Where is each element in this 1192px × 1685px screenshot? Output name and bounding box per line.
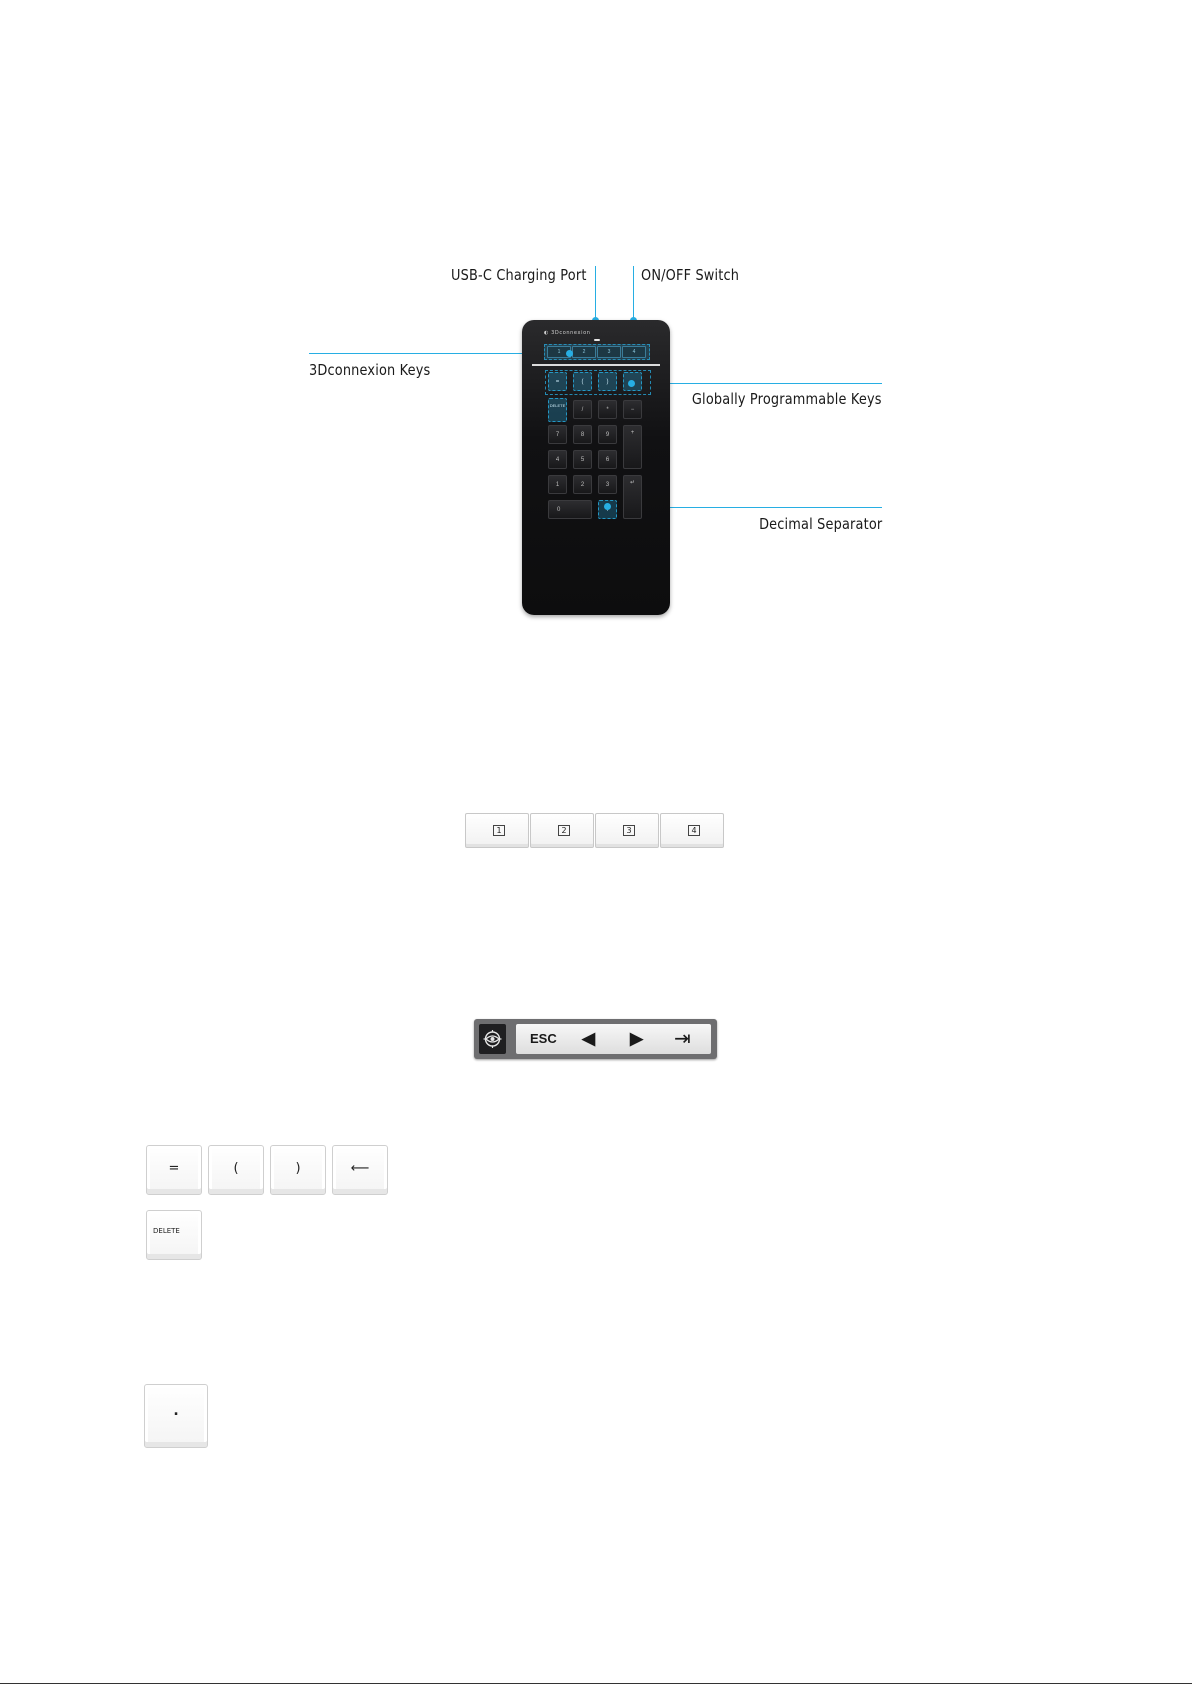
device-led — [594, 339, 600, 341]
device-key[interactable]: − — [623, 400, 642, 419]
threedconnexion-keys-dot — [566, 350, 573, 357]
device-key[interactable]: DELETE — [548, 398, 567, 422]
open-paren-key[interactable] — [208, 1145, 264, 1195]
decimal-separator-callout-label: Decimal Separator — [758, 515, 882, 533]
programmable-keys-dot — [628, 380, 635, 387]
numbered-key-4[interactable] — [660, 813, 724, 848]
device-key[interactable]: 2 — [573, 475, 592, 494]
numbered-key-1[interactable] — [465, 813, 529, 848]
programmable-keys-callout-label: Globally Programmable Keys — [692, 390, 882, 408]
device-key-decimal[interactable]: . — [598, 500, 617, 519]
footer-divider — [0, 1683, 1192, 1684]
device-top-key[interactable]: 1 — [547, 346, 571, 358]
esc-key[interactable]: ESC — [530, 1031, 557, 1046]
key-label: ⟵ — [350, 1161, 370, 1176]
device-key[interactable]: 6 — [598, 450, 617, 469]
key-label: ) — [295, 1161, 301, 1176]
device-key[interactable]: 4 — [548, 450, 567, 469]
numbered-key-label: 1 — [493, 825, 505, 836]
key-label: = — [168, 1161, 180, 1176]
numbered-key-label: 2 — [558, 825, 570, 836]
usb-c-callout-line — [595, 266, 596, 321]
numbered-keys-strip — [465, 813, 727, 848]
device-key[interactable]: 3 — [598, 475, 617, 494]
on-off-callout-label: ON/OFF Switch — [641, 266, 740, 284]
numbered-key-2[interactable] — [530, 813, 594, 848]
device-key[interactable]: ( — [573, 372, 592, 391]
numbered-key-3[interactable] — [595, 813, 659, 848]
device-brand-logo: ◐ 3Dconnexion — [544, 330, 591, 336]
device-key[interactable]: 9 — [598, 425, 617, 444]
device-key[interactable]: 0 — [548, 500, 592, 519]
device-top-key[interactable]: 2 — [572, 346, 596, 358]
numbered-key-label: 4 — [688, 825, 700, 836]
numbered-key-label: 3 — [623, 825, 635, 836]
device-key[interactable]: ↵ — [623, 475, 642, 519]
right-arrow-icon[interactable]: ▶ — [630, 1029, 644, 1048]
device-key[interactable]: 7 — [548, 425, 567, 444]
usb-c-callout-label: USB-C Charging Port — [451, 266, 587, 284]
eye-gear-icon[interactable] — [479, 1024, 506, 1054]
key-label: . — [173, 1403, 179, 1419]
device-separator — [532, 364, 660, 366]
decimal-separator-dot — [604, 503, 611, 510]
decimal-key[interactable] — [144, 1384, 208, 1448]
key-label: ( — [233, 1161, 239, 1176]
threedconnexion-keys-callout-label: 3Dconnexion Keys — [309, 361, 431, 379]
tab-icon[interactable]: ⇥ — [674, 1028, 691, 1050]
equals-key[interactable] — [146, 1145, 202, 1195]
radial-menu-bar — [474, 1019, 717, 1059]
on-off-callout-line — [633, 266, 634, 321]
backspace-key[interactable] — [332, 1145, 388, 1195]
device-key[interactable]: 8 — [573, 425, 592, 444]
numpad-device — [522, 320, 670, 615]
device-key[interactable]: / — [573, 400, 592, 419]
device-key[interactable]: = — [548, 372, 567, 391]
delete-key[interactable] — [146, 1210, 202, 1260]
close-paren-key[interactable] — [270, 1145, 326, 1195]
device-top-key[interactable]: 3 — [597, 346, 621, 358]
device-key[interactable]: 5 — [573, 450, 592, 469]
device-key[interactable]: * — [598, 400, 617, 419]
device-key[interactable]: 1 — [548, 475, 567, 494]
device-key[interactable]: ) — [598, 372, 617, 391]
device-top-key[interactable]: 4 — [622, 346, 646, 358]
left-arrow-icon[interactable]: ◀ — [582, 1029, 596, 1048]
device-key[interactable]: + — [623, 425, 642, 469]
key-label: DELETE — [153, 1227, 180, 1235]
menu-bar-items — [516, 1024, 711, 1054]
